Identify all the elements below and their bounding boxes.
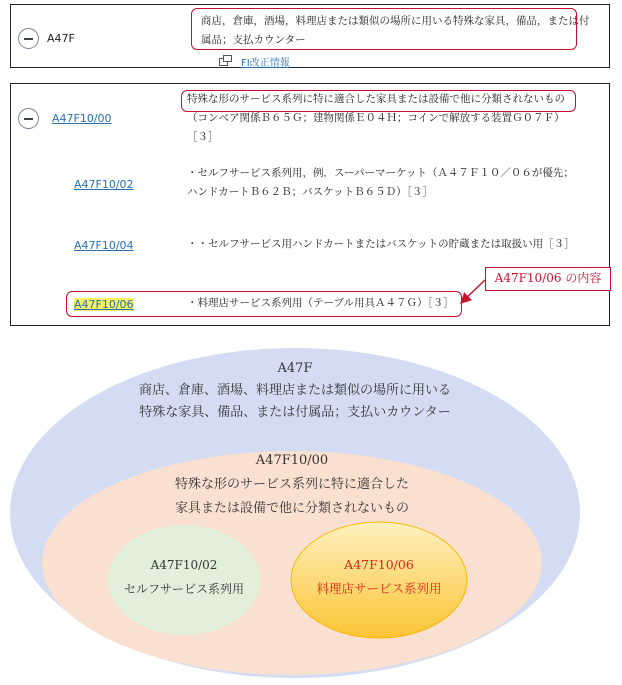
right-code: A47F10/06 [344,557,414,572]
description-line: ・料理店サービス系列用（テーブル用具Ａ４７Ｇ）［３］ [187,297,454,309]
classification-panel-a47f [10,4,610,68]
middle-line: 家具または設備で他に分類されないもの [174,501,409,516]
callout-arrow [440,270,490,320]
row-description [187,235,607,254]
row-description [187,164,607,202]
description-line: ・セルフサービス系列用，例．スーパーマーケット（Ａ４７Ｆ１０／０６が優先； [187,167,574,179]
highlight-frame [181,90,576,112]
middle-code: A47F10/00 [255,453,329,468]
highlight-frame [191,8,577,50]
external-window-icon[interactable] [219,55,232,66]
code-link-a47f10-00[interactable]: A47F10/00 [52,112,112,125]
code-link-a47f10-04[interactable]: A47F10/04 [74,239,134,252]
left-code: A47F10/02 [150,558,218,572]
fi-revision-link[interactable]: FI改正情報 [241,58,290,69]
code-label: A47F [47,32,75,45]
middle-line: 特殊な形のサービス系列に特に適合した [174,477,409,492]
right-label: 料理店サービス系列用 [316,581,442,596]
code-link-a47f10-02[interactable]: A47F10/02 [74,178,134,191]
description-line: ・・セルフサービス用ハンドカートまたはバスケットの貯蔵または取扱い用［３］ [187,238,575,250]
outer-text [0,358,590,424]
description-line: 特殊な形のサービス系列に特に適合した家具または設備で他に分類されないもの [187,93,565,105]
collapse-button[interactable] [18,28,39,49]
outer-line: 特殊な家具、備品、または付属品；支払いカウンター [139,405,451,420]
description-line: 商店，倉庫，酒場，料理店または類似の場所に用いる特殊な家具，備品，または付 [201,15,590,27]
description-line: ［３］ [187,131,219,143]
outer-code: A47F [277,361,313,376]
middle-text [0,449,584,521]
description-line: 属品；支払カウンター [201,34,306,46]
highlighted-code: A47F10/06 [74,298,134,311]
description-line: （コンベア関係Ｂ６５Ｇ；建物関係Ｅ０４Ｈ；コインで解放する装置Ｇ０７Ｆ） [187,112,565,124]
collapse-button[interactable] [18,108,39,129]
outer-line: 商店、倉庫、酒場、料理店または類似の場所に用いる [138,383,451,398]
right-text [291,553,467,601]
description-line: ハンドカートＢ６２Ｂ；バスケットＢ６５Ｄ）［３］ [187,186,433,198]
left-text [108,553,260,601]
highlight-frame [66,291,462,317]
left-label: セルフサービス系列用 [123,582,244,596]
callout-label: A47F10/06 の内容 [485,267,611,291]
